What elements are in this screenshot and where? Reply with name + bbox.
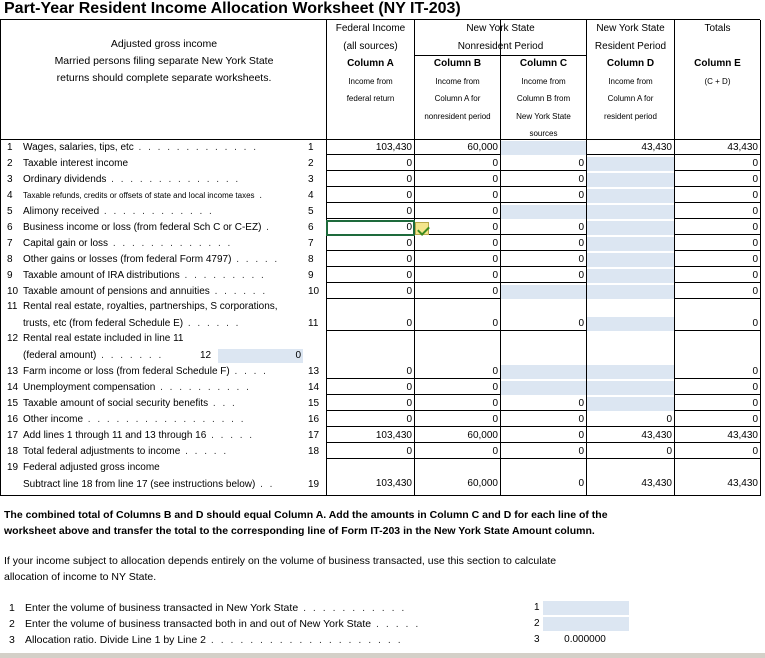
row-15-line-number: 15 [308,398,320,409]
header-column-c [501,55,586,143]
hdr-c-3: Column B from [516,94,571,103]
row-4-col-e[interactable]: 0 [675,189,760,203]
row-17-number: 17 [7,430,19,441]
volume-row-3-label [9,634,403,646]
row-2-col-c[interactable]: 0 [501,157,586,171]
row-9-col-a[interactable]: 0 [327,269,414,283]
row-7-col-a[interactable]: 0 [327,237,414,251]
row-3-col-a[interactable]: 0 [327,173,414,187]
row-8 [0,253,765,269]
row-4-col-d[interactable] [587,189,674,203]
row-6-number: 6 [7,222,13,233]
row-10-leader-dots: . . . . . . [209,286,268,297]
columns-note [4,507,608,539]
row-14-line-number: 14 [308,382,320,393]
row-9-col-d[interactable] [587,269,674,283]
volume-intro-line1: If your income subject to allocation depends entirely on the volume of business transacted, use this section to calculate [4,555,557,567]
row-3-number: 3 [7,174,13,185]
agi-heading [5,36,323,87]
row-5-label [7,206,214,217]
row-6-col-b[interactable]: 0 [415,221,500,235]
row-2-line-number: 2 [308,158,314,169]
hdr-c-5: sources [529,129,558,138]
row-12-label-2 [23,350,163,361]
bottom-edge [0,653,765,658]
row-17 [0,429,765,445]
row-8-label-text: Other gains or losses (from federal Form 4797) [23,254,232,265]
row-2 [0,157,765,173]
row-10-number: 10 [7,286,19,297]
row-6-label-text: Business income or loss (from federal Sch C or C-EZ) [23,222,262,233]
row-1-col-c[interactable] [501,141,586,155]
volume-row-3-leader-dots: . . . . . . . . . . . . . . . . . . . . [205,634,403,646]
row-7-col-d[interactable] [587,237,674,251]
hdr-nonres-2: Nonresident Period [457,40,544,52]
volume-row-3-label-text: Allocation ratio. Divide Line 1 by Line 2 [25,634,206,646]
row-18-leader-dots: . . . . . [180,446,229,457]
row-16-label [7,414,246,425]
row-14-col-a[interactable]: 0 [327,381,414,395]
row-6-col-d[interactable] [587,221,674,235]
row-16-line-number: 16 [308,414,320,425]
volume-row-1-label-text: Enter the volume of business transacted in New York State [25,602,299,614]
row-10 [0,285,765,301]
row-18-number: 18 [7,446,19,457]
row-12-number: 12 [7,333,19,344]
row-13-number: 13 [7,366,19,377]
row-4-col-c[interactable]: 0 [501,189,586,203]
row-6-col-e[interactable]: 0 [675,221,760,235]
row-6 [0,221,765,237]
row-11-line-number: 11 [308,318,319,329]
volume-intro-line2: allocation of income to NY State. [4,571,157,583]
row-2-label-text: Taxable interest income [23,158,129,169]
hdr-e-1: Totals [704,23,731,34]
row-7-col-b[interactable]: 0 [415,237,500,251]
row-4-number: 4 [7,190,13,201]
row-18-col-a[interactable]: 0 [327,445,414,459]
row-11-leader-dots: . . . . . . [183,318,241,329]
volume-row-1 [0,601,765,617]
row-19-label-text-1: Federal adjusted gross income [23,462,160,473]
columns-note-line2: worksheet above and transfer the total to the corresponding line of Form IT-203 in the New York State Amount column. [4,525,595,537]
row-7-col-e[interactable]: 0 [675,237,760,251]
row-8-leader-dots: . . . . . [231,254,280,265]
agi-heading-line3: returns should complete separate worksheets. [56,72,272,84]
row-5-line-number: 5 [308,206,314,217]
volume-row-2 [0,617,765,633]
row-8-col-a[interactable]: 0 [327,253,414,267]
row-14-col-e[interactable]: 0 [675,381,760,395]
row-17-col-b[interactable]: 60,000 [415,429,500,443]
row-12-leader-dots: . . . . . . . [96,350,164,361]
row-11-col-d[interactable] [587,317,674,331]
row-7-number: 7 [7,238,13,249]
agi-heading-line1: Adjusted gross income [110,38,218,50]
row-18-line-number: 18 [308,446,320,457]
header-column-e [675,20,760,90]
row-15-col-d[interactable] [587,397,674,411]
row-19-col-d[interactable]: 43,430 [641,478,672,489]
row-18-col-e[interactable]: 0 [675,445,760,459]
row-15-col-b[interactable]: 0 [415,397,500,411]
row-13-leader-dots: . . . . [229,366,268,377]
hdr-d-2: Resident Period [594,40,667,52]
hdr-b-4: nonresident period [424,111,491,121]
hdr-a-5: federal return [346,94,395,103]
row-16-col-d[interactable]: 0 [587,413,674,427]
row-12 [0,333,765,365]
row-18-col-b[interactable]: 0 [415,445,500,459]
hdr-a-1: Federal Income [335,23,406,34]
row-13-line-number: 13 [308,366,320,377]
row-1-line-number: 1 [308,142,314,153]
row-10-line-number: 10 [308,286,320,297]
row-7-leader-dots: . . . . . . . . . . . . . [108,238,233,249]
row-3-line-number: 3 [308,174,314,185]
row-17-line-number: 17 [308,430,320,441]
row-16-number: 16 [7,414,19,425]
row-11-label-1 [7,301,278,312]
row-8-number: 8 [7,254,13,265]
row-16-label-text: Other income [23,414,84,425]
row-19-col-c[interactable]: 0 [578,478,584,489]
row-14 [0,381,765,397]
volume-row-3 [0,633,765,649]
hdr-d-5: Column A for [607,94,654,103]
row-9-col-c[interactable]: 0 [501,269,586,283]
row-16-col-e[interactable]: 0 [675,413,760,427]
autofill-options-icon[interactable] [415,222,429,235]
hdr-e-spacer [675,38,760,56]
row-5-col-d[interactable] [587,205,674,219]
row-3-label-text: Ordinary dividends [23,174,107,185]
row-2-col-e[interactable]: 0 [675,157,760,171]
row-15-leader-dots: . . . [208,398,237,409]
row-1-col-e[interactable]: 43,430 [675,141,760,155]
row-5-number: 5 [7,206,13,217]
row-4-label-text: Taxable refunds, credits or offsets of state and local income taxes [23,191,255,200]
volume-row-3-value[interactable]: 0.000000 [564,634,606,645]
row-3-label [7,174,240,185]
volume-row-1-line-number: 1 [534,602,540,613]
table-bottom-rule [0,495,761,496]
row-17-label [7,430,254,441]
row-3-col-e[interactable]: 0 [675,173,760,187]
row-10-col-b[interactable]: 0 [415,285,500,299]
volume-intro [4,553,556,585]
row-19-col-a[interactable]: 103,430 [375,478,412,489]
volume-row-1-value[interactable] [543,601,629,615]
row-19-col-e[interactable]: 43,430 [727,478,758,489]
row-10-col-d[interactable] [587,285,674,299]
hdr-d-1: New York State [596,23,665,34]
row-16-leader-dots: . . . . . . . . . . . . . . . . . [83,414,246,425]
row-11-col-a[interactable]: 0 [327,317,414,331]
volume-row-1-label [9,602,406,614]
row-9-col-b[interactable]: 0 [415,269,500,283]
row-11-col-b[interactable]: 0 [415,317,500,331]
row-9-label [7,270,266,281]
row-12-value[interactable]: 0 [218,349,303,363]
row-19 [0,462,765,494]
hdr-b-1: Column B [433,58,482,69]
row-2-col-a[interactable]: 0 [327,157,414,171]
volume-row-1-leader-dots: . . . . . . . . . . . [298,602,407,614]
row-14-leader-dots: . . . . . . . . . . [155,382,251,393]
row-2-label [7,158,128,169]
row-4-leader-dots: . [254,190,265,201]
row-7 [0,237,765,253]
row-16-col-b[interactable]: 0 [415,413,500,427]
row-18-label [7,446,228,457]
row-8-line-number: 8 [308,254,314,265]
row-6-label [7,222,271,233]
agi-heading-line2: Married persons filing separate New York State [54,55,274,67]
row-1-col-d[interactable]: 43,430 [587,141,674,155]
volume-row-2-line-number: 2 [534,618,540,629]
row-9-leader-dots: . . . . . . . . . [179,270,266,281]
row-18-col-c[interactable]: 0 [501,445,586,459]
row-11-label-text-2: trusts, etc (from federal Schedule E) [23,318,184,329]
row-16-col-c[interactable]: 0 [501,413,586,427]
row-5-leader-dots: . . . . . . . . . . . . [99,206,214,217]
row-5-col-a[interactable]: 0 [327,205,414,219]
header-bottom-rule [0,139,760,140]
row-3-col-b[interactable]: 0 [415,173,500,187]
row-7-label-text: Capital gain or loss [23,238,109,249]
row-14-col-c[interactable] [501,381,586,395]
worksheet-title: Part-Year Resident Income Allocation Worksheet (NY IT-203) [4,0,461,17]
row-6-line-number: 6 [308,222,314,233]
row-10-col-c[interactable] [501,285,586,299]
row-17-col-a[interactable]: 103,430 [327,429,414,443]
row-17-col-d[interactable]: 43,430 [587,429,674,443]
row-11-number: 11 [7,301,18,312]
row-13-col-a[interactable]: 0 [327,365,414,379]
header-column-d [587,20,674,125]
volume-row-2-label-text: Enter the volume of business transacted both in and out of New York State [25,618,372,630]
hdr-c-4: New York State [516,111,571,121]
row-17-col-e[interactable]: 43,430 [675,429,760,443]
row-17-leader-dots: . . . . . [206,430,255,441]
row-15 [0,397,765,413]
row-15-number: 15 [7,398,19,409]
row-9-col-e[interactable]: 0 [675,269,760,283]
row-10-col-e[interactable]: 0 [675,285,760,299]
row-15-label-text: Taxable amount of social security benefits [23,398,209,409]
row-8-col-e[interactable]: 0 [675,253,760,267]
hdr-a-4: Income from [348,76,393,86]
header-nonresident [415,20,586,55]
row-1-col-a[interactable]: 103,430 [327,141,414,155]
hdr-d-3: Column D [606,58,655,69]
row-10-col-a[interactable]: 0 [327,285,414,299]
hdr-e-2: Column E [694,58,741,69]
row-9-line-number: 9 [308,270,314,281]
row-5-label-text: Alimony received [23,206,100,217]
row-17-label-text: Add lines 1 through 11 and 13 through 16 [23,430,207,441]
row-1-label [7,142,258,153]
volume-row-2-number: 2 [9,618,15,630]
row-17-col-c[interactable]: 0 [501,429,586,443]
row-19-line-number: 19 [308,479,320,490]
row-1-label-text: Wages, salaries, tips, etc [23,142,134,153]
row-3-col-d[interactable] [587,173,674,187]
row-1 [0,141,765,157]
row-11-label-2 [23,318,240,329]
row-18-col-d[interactable]: 0 [587,445,674,459]
row-14-label [7,382,251,393]
row-18-label-text: Total federal adjustments to income [23,446,181,457]
hdr-a-3: Column A [347,58,394,69]
row-15-label [7,398,237,409]
row-2-col-b[interactable]: 0 [415,157,500,171]
row-9 [0,269,765,285]
row-12-line-number: 12 [200,350,212,361]
row-4-col-b[interactable]: 0 [415,189,500,203]
row-16 [0,413,765,429]
row-19-label-text-2: Subtract line 18 from line 17 (see instructions below) [23,479,256,490]
row-14-number: 14 [7,382,19,393]
row-15-col-e[interactable]: 0 [675,397,760,411]
row-8-col-d[interactable] [587,253,674,267]
hdr-d-4: Income from [608,76,653,86]
row-9-number: 9 [7,270,13,281]
row-4 [0,189,765,205]
row-19-col-b[interactable]: 60,000 [467,478,498,489]
row-7-col-c[interactable]: 0 [501,237,586,251]
row-13-col-e[interactable]: 0 [675,365,760,379]
row-19-leader-dots: . . [255,479,275,490]
row-14-col-d[interactable] [587,381,674,395]
hdr-a-2: (all sources) [343,40,398,52]
row-8-col-c[interactable]: 0 [501,253,586,267]
volume-row-3-number: 3 [9,634,15,646]
row-1-leader-dots: . . . . . . . . . . . . . [133,142,259,153]
row-12-label-text-2: (federal amount) [23,350,97,361]
row-5-col-c[interactable] [501,205,586,219]
row-13-col-c[interactable] [501,365,586,379]
row-12-label-text-1: Rental real estate included in line 11 [23,333,184,344]
row-19-label-1 [7,462,160,473]
row-5 [0,205,765,221]
row-8-label [7,254,279,265]
row-6-col-c[interactable]: 0 [501,221,586,235]
columns-note-line1: The combined total of Columns B and D should equal Column A. Add the amounts in Column C and D for each line of the [4,509,608,521]
row-6-leader-dots: . [261,222,271,233]
row-13-col-b[interactable]: 0 [415,365,500,379]
row-19-label-2 [23,479,274,490]
row-2-col-d[interactable] [587,157,674,171]
row-19-number: 19 [7,462,19,473]
row-8-col-b[interactable]: 0 [415,253,500,267]
volume-row-2-leader-dots: . . . . . [371,618,421,630]
row-18 [0,445,765,461]
hdr-b-3: Column A for [434,94,481,103]
hdr-d-6: resident period [604,111,657,121]
row-10-label-text: Taxable amount of pensions and annuities [23,286,210,297]
hdr-nonres-1: New York State [466,23,535,34]
row-1-number: 1 [7,142,13,153]
hdr-b-2: Income from [435,76,480,86]
row-3-col-c[interactable]: 0 [501,173,586,187]
row-5-col-e[interactable]: 0 [675,205,760,219]
row-12-label-1 [7,333,183,344]
row-11-label-text-1: Rental real estate, royalties, partnerships, S corporations, [23,301,278,312]
row-1-col-b[interactable]: 60,000 [415,141,500,155]
volume-row-3-line-number: 3 [534,634,540,645]
row-13 [0,365,765,381]
row-15-col-c[interactable]: 0 [501,397,586,411]
row-7-label [7,238,232,249]
header-column-b [415,55,500,125]
row-4-label [7,190,264,201]
row-13-col-d[interactable] [587,365,674,379]
header-column-a [327,20,414,108]
row-7-line-number: 7 [308,238,314,249]
hdr-c-2: Income from [521,76,566,86]
volume-row-2-label [9,618,420,630]
row-3 [0,173,765,189]
row-11 [0,301,765,333]
row-9-label-text: Taxable amount of IRA distributions [23,270,180,281]
hdr-e-3: (C + D) [704,76,731,86]
row-14-col-b[interactable]: 0 [415,381,500,395]
row-4-col-a[interactable]: 0 [327,189,414,203]
row-15-col-a[interactable]: 0 [327,397,414,411]
hdr-c-1: Column C [519,58,568,69]
row-5-col-b[interactable]: 0 [415,205,500,219]
row-2-number: 2 [7,158,13,169]
volume-row-1-number: 1 [9,602,15,614]
row-16-col-a[interactable]: 0 [327,413,414,427]
row-14-label-text: Unemployment compensation [23,382,156,393]
row-13-label [7,366,268,377]
volume-row-2-value[interactable] [543,617,629,631]
row-11-col-c[interactable]: 0 [501,317,586,331]
row-13-label-text: Farm income or loss (from federal Schedule F) [23,366,230,377]
row-6-col-a[interactable]: 0 [327,221,414,235]
row-4-line-number: 4 [308,190,314,201]
row-11-col-e[interactable]: 0 [675,317,760,331]
row-3-leader-dots: . . . . . . . . . . . . . . [106,174,241,185]
row-10-label [7,286,267,297]
